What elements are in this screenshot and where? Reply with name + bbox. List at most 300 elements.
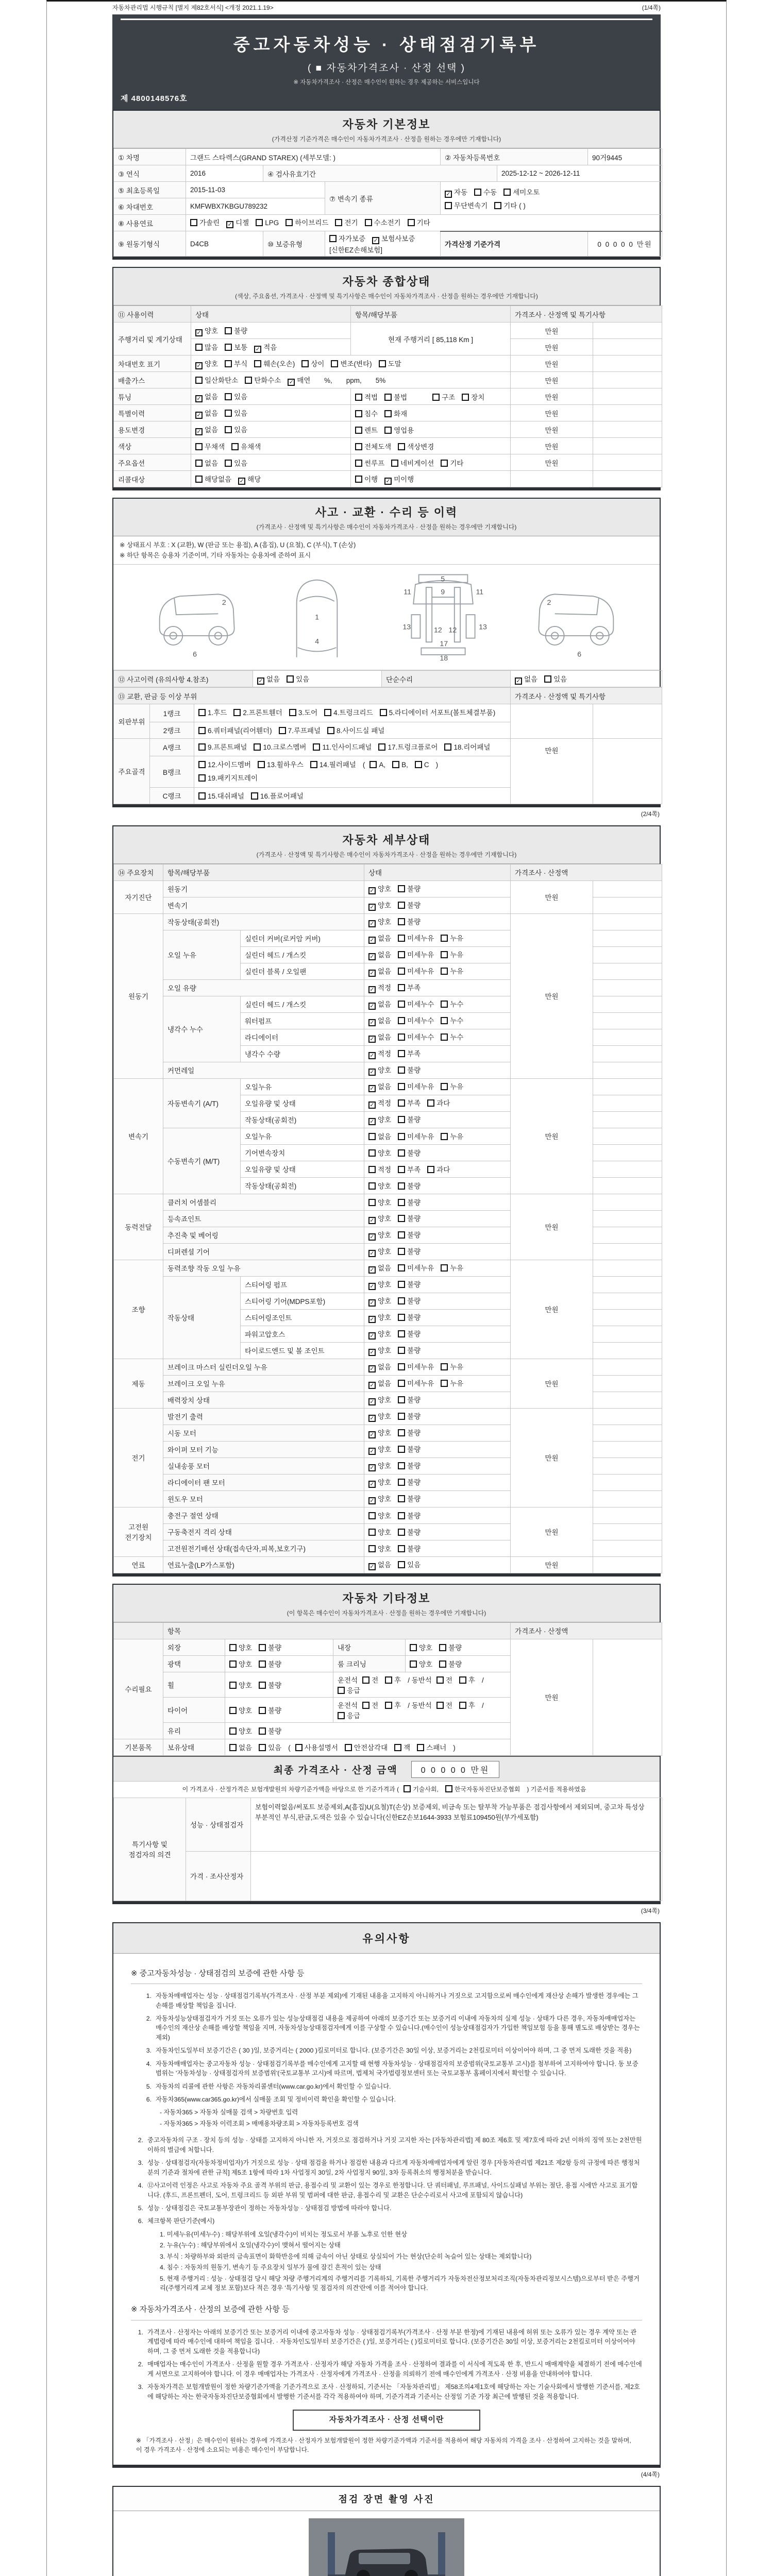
checkbox-unchecked: C (415, 758, 429, 772)
state-options (364, 1095, 511, 1111)
checkbox-checked: ✓ 매연 (288, 375, 310, 386)
remark-cell (593, 1078, 662, 1095)
checkbox-checked: ✓ 양호 (368, 1394, 391, 1405)
subitem-label: 기어변속장치 (241, 1144, 364, 1161)
car-diagram-side-left (145, 570, 243, 663)
caution-number: 1. (138, 2328, 143, 2336)
car-diagrams (113, 565, 660, 670)
document-note: ※ 자동차가격조사 · 산정은 매수인이 원하는 경우 제공하는 서비스입니다 (293, 79, 480, 86)
checkbox-unchecked: 미세누유 (398, 949, 434, 959)
state-options (364, 1507, 511, 1523)
caution-number: 6. (146, 2096, 152, 2103)
checkbox-unchecked: 부족 (398, 1048, 421, 1058)
caution-text: 자동차가격은 보험개발원이 정한 차량기준가액을 기준가격으로 조사 · 산정하되, 기준서는 「자동차관리법」 제58조의4제1호에 해당하는 자는 기술사회에서 발행한 기준서를, 제2호에 해당하는 자는 한국자동차진단보증협회에서 발행한 기준서를 각각 적용하여야 하며, 기준가격과 기준서는 산정일 기준 가장 최근에 발행된 것을 적용합니다. (147, 2383, 640, 2400)
wheel-options (225, 1672, 333, 1697)
remark-cell (593, 1458, 662, 1474)
row-label: 단순수리 (382, 671, 511, 687)
checkbox-unchecked: 누유 (441, 965, 463, 976)
emission-options (191, 372, 511, 388)
checkbox-unchecked: 양호 (368, 1180, 391, 1191)
checkbox-unchecked: 안전삼각대 (345, 1742, 388, 1752)
checkbox-unchecked: 기술사회, (404, 1785, 439, 1793)
appraiser-opinion-text (251, 1851, 662, 1901)
fuel-options (186, 215, 662, 231)
remark-cell (593, 1276, 662, 1293)
caution-subitem: 2. 누유(누수) : 해당부위에서 오일(냉각수)이 맺혀서 떨어지는 상태 (160, 2242, 341, 2249)
checkbox-unchecked: 유채색 (231, 441, 261, 451)
checkbox-unchecked: 한국자동차진단보증협회 (445, 1785, 520, 1793)
subitem-label: 오일누유 (241, 1078, 364, 1095)
checkbox-unchecked: 불량 (398, 1312, 421, 1322)
cautions-list-c (131, 2328, 642, 2401)
panel-number: 11 (404, 588, 411, 597)
section-subtitle: (가격조사 · 산정액 및 특기사항은 매수인이 자동차가격조사 · 산정을 원하는 경우에만 기재합니다) (256, 523, 517, 531)
checkbox-unchecked: 1.후드 (198, 706, 227, 720)
remark-cell (593, 1309, 662, 1326)
checkbox-checked: ✓ 양호 (368, 1295, 391, 1307)
field-label: ⑤ 최초등록일 (114, 182, 186, 198)
device-group-label: 고전원 전기장치 (114, 1507, 163, 1556)
warranty-options (325, 231, 441, 257)
device-group-label: 동력전달 (114, 1194, 163, 1260)
checkbox-unchecked: 누유 (441, 1262, 463, 1273)
checkbox-checked: ✓ 적정 (368, 1097, 391, 1109)
checkbox-unchecked: 네비게이션 (391, 457, 434, 468)
row-label: 리콜대상 (114, 471, 191, 487)
section-cautions (112, 1922, 661, 2468)
remark-cell (593, 1556, 662, 1573)
checkbox-checked: ✓ 디젤 (226, 217, 249, 228)
checkbox-unchecked: 없음 (368, 1131, 391, 1141)
divider (121, 19, 652, 20)
checkbox-unchecked: 미세누수 (398, 1031, 434, 1042)
section-overall-header (113, 268, 660, 306)
checkbox-unchecked: 있음 (259, 1742, 281, 1752)
state-code-legend (113, 536, 660, 565)
remark-cell (593, 913, 662, 930)
panel-number: 1 (315, 613, 320, 621)
remark-cell (593, 704, 662, 739)
remark-cell (593, 1490, 662, 1507)
subitem-label: 스티어링 기어(MDPS포함) (241, 1293, 364, 1309)
checkbox-unchecked: 11.인사이드패널 (313, 741, 372, 754)
checkbox-checked: ✓ 양호 (368, 1064, 391, 1076)
price-cell: 만원 (511, 1194, 593, 1260)
price-cell: 만원 (511, 405, 593, 421)
state-options (364, 996, 511, 1012)
panel-number: 18 (440, 654, 448, 663)
panel-number: 12 (433, 626, 442, 635)
document-sheet (46, 0, 727, 2576)
remark-cell (593, 1441, 662, 1458)
subitem-label: 라디에이터 (241, 1029, 364, 1045)
checkbox-checked: ✓ 양호 (368, 1246, 391, 1257)
interior-options (406, 1639, 511, 1655)
item-label: 오일 누유 (163, 930, 241, 979)
column-header: ⑭ 주요장치 (114, 864, 163, 880)
row-label: 타이어 (163, 1697, 225, 1722)
remark-cell (593, 372, 662, 388)
section-inspection-photos (112, 2486, 661, 2576)
row-label: 성능 · 상태점검자 (186, 1798, 251, 1851)
checkbox-checked: ✓ 양호 (368, 1477, 391, 1488)
field-label: ⑦ 변속기 종류 (325, 182, 441, 215)
column-header: 가격조사 · 산정액 (511, 1622, 662, 1639)
panel-number: 5 (441, 575, 445, 584)
subitem-label: 냉각수 수량 (241, 1045, 364, 1062)
remark-cell (593, 438, 662, 454)
caution-text: 체크항목 판단기준(예시) (147, 2217, 215, 2225)
photos-header: 점검 장면 촬영 사진 (113, 2487, 660, 2511)
option-text: ( (288, 1744, 291, 1752)
caution-number: 4. (138, 2182, 143, 2190)
remark-cell (593, 1177, 662, 1194)
panel-number: 9 (441, 588, 445, 597)
checkbox-unchecked: 미세누유 (398, 1131, 434, 1141)
checkbox-unchecked: 전 (362, 1674, 378, 1685)
caution-number: 2. (138, 2137, 143, 2144)
checkbox-unchecked: 미세누유 (398, 1262, 434, 1273)
caution-item (131, 2216, 642, 2226)
checkbox-unchecked: 잭 (394, 1742, 410, 1752)
first-reg-value: 2015-11-03 (186, 182, 325, 198)
remark-cell (593, 421, 662, 438)
checkbox-unchecked: 불량 (259, 1658, 281, 1669)
state-options (364, 1078, 511, 1095)
remark-cell (593, 1342, 662, 1359)
row-label: 배출가스 (114, 372, 191, 388)
engine-type-value: D4CB (186, 231, 263, 257)
column-header: 항목 (163, 1622, 511, 1639)
price-cell: 만원 (511, 880, 593, 913)
checkbox-checked: ✓ 없음 (368, 998, 391, 1010)
checkbox-unchecked: 세미오토 (503, 187, 540, 197)
checkbox-unchecked: 변조(변타) (331, 358, 372, 368)
mileage-state-options (191, 323, 351, 339)
checkbox-unchecked: 13.휠하우스 (258, 758, 304, 772)
recall-options (191, 471, 351, 487)
device-group-label: 연료 (114, 1556, 163, 1573)
caution-text: 매매업자는 매수인이 가격조사 · 산정을 원할 경우 가격조사 · 산정자가 해당 자동차 가격을 조사 · 산정하여 결과를 이 서식에 적도록 한 후, 반드시 매매계약을 체결하기 전에 매수인에게 서면으로 고지하여야 합니다. 이 경우 매매업자는 가격조사 · 산정자에게 가격조사 · 산정을 의뢰하기 전에 매수인에게 가격조사 · 산정 비용을 안내하여야 합니다. (147, 2361, 642, 2378)
caution-number: 3. (138, 2383, 143, 2391)
row-label: 외장 (163, 1639, 225, 1655)
checkbox-unchecked: 부식 (225, 358, 247, 368)
panel-number: 13 (402, 623, 411, 632)
section-basic-header (113, 111, 660, 148)
reg-no-value: 90거9445 (588, 149, 662, 165)
vin-mark-options (191, 355, 511, 372)
remark-cell (593, 979, 662, 996)
exchange-parts-table (113, 687, 662, 804)
checkbox-unchecked: 양호 (410, 1658, 432, 1669)
option-text: %, ppm, 5% (317, 376, 386, 384)
checkbox-unchecked: 스패너 (417, 1742, 446, 1752)
item-label: 윈도우 모터 (163, 1490, 364, 1507)
checkbox-checked: ✓ 보험사보증 (372, 233, 415, 244)
checkbox-unchecked: 불량 (398, 1229, 421, 1240)
caution-item (131, 2382, 642, 2401)
item-label: 와이퍼 모터 기능 (163, 1441, 364, 1458)
price-cell: 만원 (511, 323, 593, 339)
row-label: 튜닝 (114, 388, 191, 405)
subitem-label: 실린더 헤드 / 개스킷 (241, 996, 364, 1012)
state-options (364, 1309, 511, 1326)
checkbox-unchecked: 후 (385, 1674, 401, 1685)
caution-subitem: 4. 침수 : 자동차의 원동기, 변속기 등 주요장치 일부가 물에 잠긴 흔적이 있는 상태 (160, 2264, 381, 2272)
checkbox-unchecked: A, (369, 758, 385, 772)
checkbox-unchecked: 불량 (398, 1064, 421, 1075)
year-value: 2016 (186, 165, 263, 182)
legend-line-2: ※ 하단 항목은 승용차 기준이며, 기타 자동차는 승용차에 준하여 표시 (120, 552, 311, 559)
remark-cell (593, 323, 662, 339)
column-header: 항목/해당부품 (351, 306, 511, 323)
checkbox-unchecked: B, (392, 758, 408, 772)
form-reference: 자동차관리법 시행규칙 [별지 제82호서식] <개정 2021.1.19> (112, 4, 274, 11)
item-label: 작동상태 (163, 1276, 241, 1359)
rankC-options (194, 787, 511, 804)
checkbox-unchecked: 이행 (355, 473, 378, 484)
item-label: 충전구 절연 상태 (163, 1507, 364, 1523)
caution-text: 자동차매매업자는 중고자동차 성능 · 상태점검기록부를 매수인에게 고지할 때 현행 자동차성능 · 상태점검자의 보증범위(국토교통부 고시)를 첨부하여 고지하여야 합니다. 동 보증범위는 '자동차성능 · 상태점검자의 보증범위'(국토교통부 고시)에 따르며, 법제처 국가법령정보센터 또는 국토교통부 홈페이지에서 확인할 수 있습니다. (156, 2060, 638, 2077)
price-survey-select-box: 자동차가격조사 · 산정 선택이란 (293, 2410, 480, 2431)
remark-cell (593, 1293, 662, 1309)
remark-cell (593, 1639, 662, 1755)
checkbox-checked: ✓ 없음 (368, 933, 391, 944)
transmission-options-row1 (445, 187, 658, 198)
checkbox-unchecked: 있음 (225, 424, 247, 434)
checkbox-unchecked: 썬루프 (355, 457, 384, 468)
column-header (114, 1622, 163, 1639)
checkbox-unchecked: 수동 (474, 187, 497, 197)
color-options (191, 438, 351, 454)
checkbox-unchecked: 불량 (225, 325, 247, 335)
checkbox-checked: ✓ 적음 (254, 342, 277, 353)
checkbox-checked: ✓ 미이행 (384, 473, 414, 485)
group-label: 기본품목 (114, 1739, 163, 1755)
checkbox-unchecked: 많음 (195, 342, 218, 352)
checkbox-unchecked: 미세누유 (398, 933, 434, 943)
vin-value: KMFWBX7KBGU789232 (186, 198, 325, 215)
section-overall-condition (112, 267, 661, 490)
glass-options (225, 1722, 511, 1739)
legend-line-1: ※ 상태표시 부호 : X (교환), W (판금 또는 용접), A (흠집), U (요철), C (부식), T (손상) (120, 541, 356, 549)
checkbox-checked: ✓ 양호 (368, 1345, 391, 1356)
remark-cell (593, 1474, 662, 1490)
panel-number: 4 (315, 637, 320, 646)
section-etc-info (112, 1584, 661, 1904)
state-options (364, 1045, 511, 1062)
state-options (364, 1128, 511, 1144)
column-header: ⑬ 교환, 판금 등 이상 부위 (114, 688, 511, 704)
checkbox-unchecked: 불량 (398, 1279, 421, 1289)
checkbox-unchecked: 기타 (408, 217, 430, 227)
rank2-options (194, 722, 511, 738)
checkbox-unchecked: 12.사이드멤버 (198, 758, 251, 772)
checkbox-checked: ✓ 해당 (238, 473, 261, 485)
checkbox-checked: ✓ 양호 (195, 358, 218, 369)
item-label: 연료누출(LP가스포함) (163, 1556, 364, 1573)
main-option-detail-options (351, 454, 511, 471)
final-price-bar (113, 1756, 660, 1781)
state-options (364, 1243, 511, 1260)
basic-info-table (113, 148, 662, 257)
checkbox-unchecked: 있음 (225, 391, 247, 401)
checkbox-checked: ✓ 적정 (368, 982, 391, 993)
section-subtitle: (이 항목은 매수인이 자동차가격조사 · 산정을 원하는 경우에만 기재합니다) (287, 1609, 486, 1617)
color-detail-options (351, 438, 511, 454)
item-label: 구동축전지 격리 상태 (163, 1523, 364, 1540)
caution-item (131, 2158, 642, 2177)
checkbox-unchecked: 없음 (195, 457, 218, 468)
checkbox-checked: ✓ 양호 (368, 1460, 391, 1471)
rank1-options (194, 704, 511, 722)
checkbox-unchecked: 불량 (398, 900, 421, 910)
checkbox-unchecked: 불량 (398, 1444, 421, 1454)
remark-cell (593, 1540, 662, 1556)
option-text: [신한EZ손해보험] (329, 246, 382, 254)
device-group-label: 조향 (114, 1260, 163, 1359)
caution-number: 2. (146, 2014, 152, 2022)
checkbox-unchecked: 양호 (229, 1658, 252, 1669)
cautions-list-a (131, 1991, 642, 2128)
section-subtitle: (가격산정 기준가격은 매수인이 자동차가격조사 · 산정을 원하는 경우에만 기재합니다) (272, 135, 501, 143)
checkbox-checked: ✓ 없음 (368, 1015, 391, 1026)
item-label: 변속기 (163, 897, 364, 913)
section-basic-info (112, 110, 661, 260)
checkbox-unchecked: 기타 ( ) (494, 200, 526, 210)
checkbox-unchecked: 양호 (229, 1725, 252, 1736)
remark-cell (593, 1425, 662, 1441)
section-title: 사고 · 교환 · 수리 등 이력 (315, 506, 458, 519)
checkbox-unchecked: 적정 (368, 1164, 391, 1174)
subitem-label: 오일유량 및 상태 (241, 1095, 364, 1111)
checkbox-unchecked: 불량 (398, 1460, 421, 1470)
remark-cell (593, 930, 662, 946)
subitem-label: 오일누유 (241, 1128, 364, 1144)
checkbox-unchecked: 미세누수 (398, 1015, 434, 1025)
panel-number: 11 (476, 588, 483, 597)
caution-number: 5. (146, 2082, 152, 2090)
checkbox-checked: ✓ 없음 (195, 424, 218, 435)
panel-number: 13 (478, 623, 487, 632)
state-options (364, 1441, 511, 1458)
state-options (364, 913, 511, 930)
price-cell: 만원 (511, 1507, 593, 1556)
option-text: 이 가격조사 · 산정가격은 보험개발원의 차량기준가액을 바탕으로 한 기준가격과 ( (182, 1785, 399, 1793)
checkbox-checked: ✓ 없음 (368, 1559, 391, 1570)
item-label: 커먼레일 (163, 1062, 364, 1078)
price-cell: 만원 (511, 454, 593, 471)
price-cell: 만원 (511, 1260, 593, 1359)
price-cell: 만원 (511, 339, 593, 355)
checkbox-unchecked: 전 (436, 1674, 452, 1685)
state-options (364, 1326, 511, 1342)
checkbox-unchecked: 10.크로스멤버 (254, 741, 306, 754)
checkbox-checked: ✓ 적정 (368, 1048, 391, 1059)
checkbox-checked: ✓ 양호 (195, 325, 218, 336)
state-options (364, 1029, 511, 1045)
column-header: 가격조사 · 산정액 (511, 864, 662, 880)
state-options (364, 880, 511, 897)
section-title: 자동차 기타정보 (342, 1591, 431, 1605)
checkbox-unchecked: 누유 (441, 1131, 463, 1141)
checkbox-unchecked: 있음 (287, 673, 309, 684)
state-options (364, 1062, 511, 1078)
subitem-label: 스티어링 펌프 (241, 1276, 364, 1293)
overall-condition-table (113, 306, 662, 487)
remark-cell (593, 1392, 662, 1408)
checkbox-unchecked: 양호 (368, 1543, 391, 1553)
remark-cell (593, 963, 662, 979)
caution-item (139, 1991, 642, 2010)
price-cell (511, 471, 593, 487)
checkbox-unchecked: 렌트 (355, 425, 378, 435)
price-cell: 만원 (511, 421, 593, 438)
row-label: 룸 크리닝 (333, 1655, 406, 1672)
holding-options (225, 1739, 511, 1755)
state-options (364, 1392, 511, 1408)
checkbox-unchecked: 과다 (427, 1164, 450, 1174)
remark-cell (593, 1507, 662, 1523)
document-title: 중고자동차성능 · 상태점검기록부 (233, 35, 540, 54)
checkbox-unchecked: 하이브리드 (285, 217, 328, 227)
panel-number: 6 (192, 650, 197, 659)
price-survey-select-note: ※ 「가격조사 · 산정」은 매수인이 원하는 경우에 가격조사 · 산정자가 보험개발원이 정한 차량기준가액과 기준서를 적용하여 해당 자동차의 가격을 조사 · 산정하여 고지하는 것을 말하며, 이 경우 가격조사 · 산정에 소요되는 비용은 매수인이 부담합니다. (136, 2436, 631, 2453)
caution-subitem: 1. 미세누유(미세누수) : 해당부위에 오일(냉각수)이 비치는 정도로서 부품 노후로 인한 현상 (160, 2230, 407, 2238)
checkbox-unchecked: 불량 (398, 1411, 421, 1421)
transmission-options-row2 (445, 200, 658, 210)
checkbox-unchecked: 기타 (441, 457, 463, 468)
remark-cell (593, 1210, 662, 1227)
column-header: 상태 (191, 306, 351, 323)
rank-label: 2랭크 (150, 722, 194, 738)
item-label: 등속죠인트 (163, 1210, 364, 1227)
row-label: 유리 (163, 1722, 225, 1739)
remark-cell (593, 1029, 662, 1045)
checkbox-checked: ✓ 없음 (368, 1262, 391, 1274)
remark-cell (593, 880, 662, 897)
checkbox-unchecked: 후 (459, 1700, 475, 1710)
remark-cell (593, 1161, 662, 1177)
usage-change-detail-options (351, 421, 511, 438)
section-detail-header (113, 826, 660, 864)
checkbox-unchecked: 불량 (398, 1345, 421, 1355)
caution-number: 3. (138, 2159, 143, 2167)
checkbox-unchecked: 자가보증 (329, 233, 365, 243)
page-number: (3/4쪽) (641, 1907, 660, 1914)
checkbox-unchecked: 양호 (368, 1527, 391, 1537)
price-cell: 만원 (511, 355, 593, 372)
rankA-options (194, 738, 511, 756)
option-text: ( (362, 761, 365, 769)
field-label: ④ 검사유효기간 (263, 165, 497, 182)
checkbox-unchecked: 15.대쉬패널 (198, 790, 244, 801)
row-label: 휠 (163, 1672, 225, 1697)
checkbox-unchecked: 후 (459, 1674, 475, 1685)
checkbox-checked: ✓ 양호 (368, 1229, 391, 1241)
checkbox-unchecked: 있음 (544, 673, 567, 684)
checkbox-unchecked: 양호 (410, 1642, 432, 1652)
panel-number: 6 (577, 650, 582, 659)
checkbox-checked: ✓ 양호 (368, 916, 391, 927)
checkbox-checked: ✓ 없음 (368, 1081, 391, 1092)
item-label: 실내송풍 모터 (163, 1458, 364, 1474)
remark-cell (593, 388, 662, 405)
price-cell: 만원 (511, 1078, 593, 1194)
device-group-label: 자기진단 (114, 880, 163, 913)
section-title: 자동차 기본정보 (342, 118, 431, 131)
checkbox-unchecked: 불량 (398, 1246, 421, 1256)
